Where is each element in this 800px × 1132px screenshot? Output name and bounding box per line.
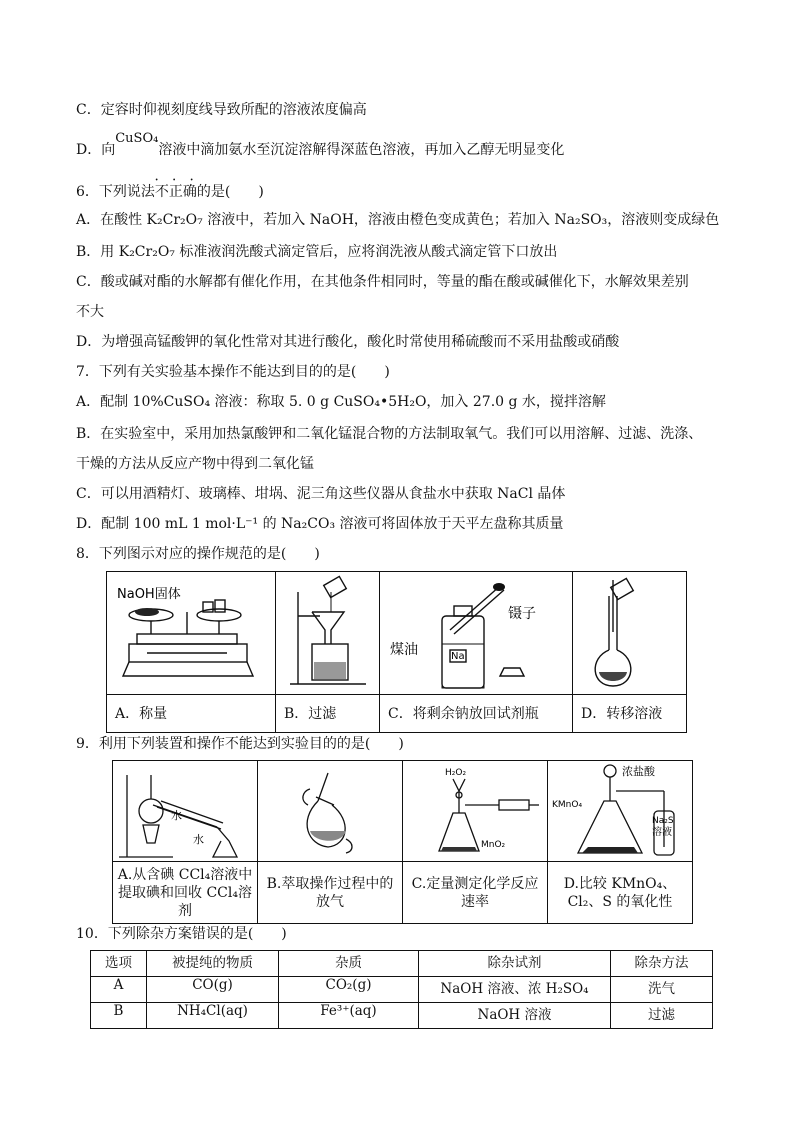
q9-caption-a (113, 862, 258, 924)
q7-stem: 7．下列有关实验基本操作不能达到目的的是( ) (76, 364, 390, 380)
q6-stem (76, 182, 264, 202)
kmno4-label: KMnO₄ (552, 800, 583, 810)
q10-header-impurity: 杂质 (279, 951, 419, 977)
q9-caption-d (548, 862, 693, 924)
figure-gas-syringe (403, 761, 548, 862)
figure-sodium-bottle (380, 572, 573, 695)
table-cell: A (91, 977, 147, 1003)
table-row (91, 1003, 713, 1029)
q9-caption-d-2: Cl₂、S 的氧化性 (567, 893, 673, 910)
q10-header-row (91, 951, 713, 977)
q9-caption-a-3: 剂 (178, 902, 192, 919)
q9-caption-c-2: 速率 (461, 893, 489, 910)
q10-header-option: 选项 (91, 951, 147, 977)
sodium-bottle-illustration (380, 572, 573, 694)
naoh-label: NaOH固体 (117, 587, 181, 602)
table-cell: CO(g) (147, 977, 279, 1003)
separatory-funnel-illustration (258, 761, 403, 861)
q5d-prefix: D．向 (76, 142, 116, 158)
balance-illustration (107, 572, 276, 694)
q8-caption-a: A．称量 (107, 695, 276, 733)
mno2-label: MnO₂ (481, 840, 506, 850)
q9-caption-b-2: 放气 (316, 893, 344, 910)
q8-caption-c: C．将剩余钠放回试剂瓶 (380, 695, 573, 733)
q6-option-b: B．用 K₂Cr₂O₇ 标准液润洗酸式滴定管后，应将润洗液从酸式滴定管下口放出 (76, 244, 558, 260)
q9-caption-b-1: B.萃取操作过程中的 (266, 875, 394, 892)
table-cell: 过滤 (611, 1003, 713, 1029)
figure-separatory-funnel (258, 761, 403, 862)
q6-stem-a: 6．下列说法 (76, 184, 155, 200)
q7-option-b-1: B．在实验室中，采用加热氯酸钾和二氧化锰混合物的方法制取氧气。我们可以用溶解、过滤、洗涤、 (76, 426, 703, 442)
q5d-formula: CuSO₄ (115, 131, 159, 146)
q6-option-d: D．为增强高锰酸钾的氧化性常对其进行酸化，酸化时常使用稀硫酸而不采用盐酸或硝酸 (76, 334, 620, 350)
h2o2-label: H₂O₂ (445, 768, 467, 778)
figure-filtration (276, 572, 380, 695)
table-row (91, 977, 713, 1003)
q9-caption-d-1: D.比较 KMnO₄、 (563, 875, 677, 892)
q5d-suffix: 溶液中滴加氨水至沉淀溶解得深蓝色溶液，再加入乙醇无明显变化 (158, 142, 565, 158)
sodium-label: Na (451, 651, 465, 662)
water-label-1: 水 (171, 809, 182, 822)
q9-figure-table (112, 760, 693, 924)
q9-caption-b (258, 862, 403, 924)
figure-distillation (113, 761, 258, 862)
volumetric-flask-illustration (573, 572, 687, 694)
q6-emphasis: • • • 不正确 (155, 182, 197, 202)
q6-stem-c: 的是( ) (196, 184, 264, 200)
q7-option-b-2: 干燥的方法从反应产物中得到二氧化锰 (76, 456, 314, 472)
conc-hcl-label: 浓盐酸 (622, 765, 655, 778)
q6-option-c-1: C．酸或碱对酯的水解都有催化作用，在其他条件相同时，等量的酯在酸或碱催化下，水解效果差别 (76, 274, 689, 290)
oxidizing-comparison-illustration (548, 761, 693, 861)
q10-header-reagent: 除杂试剂 (419, 951, 611, 977)
water-label-2: 水 (193, 833, 204, 846)
table-cell: Fe³⁺(aq) (279, 1003, 419, 1029)
q7-option-a: A．配制 10%CuSO₄ 溶液：称取 5. 0 g CuSO₄•5H₂O，加入 27.0 g 水，搅拌溶解 (76, 394, 606, 410)
q6-option-c-2: 不大 (76, 304, 104, 320)
table-cell: NH₄Cl(aq) (147, 1003, 279, 1029)
table-cell: B (91, 1003, 147, 1029)
filtration-illustration (276, 572, 380, 694)
q9-caption-c (403, 862, 548, 924)
figure-volumetric-flask (573, 572, 687, 695)
q7-option-c: C．可以用酒精灯、玻璃棒、坩埚、泥三角这些仪器从食盐水中获取 NaCl 晶体 (76, 486, 566, 502)
q9-stem: 9．利用下列装置和操作不能达到实验目的的是( ) (76, 736, 404, 752)
figure-balance (107, 572, 276, 695)
q8-caption-b: B．过滤 (276, 695, 380, 733)
distillation-illustration (113, 761, 258, 861)
q10-stem: 10．下列除杂方案错误的是( ) (76, 926, 287, 942)
table-cell: NaOH 溶液、浓 H₂SO₄ (419, 977, 611, 1003)
q5-option-d (76, 131, 565, 161)
q6-option-a: A．在酸性 K₂Cr₂O₇ 溶液中，若加入 NaOH，溶液由橙色变成黄色；若加入 Na₂SO₃，溶液则变成绿色 (76, 212, 720, 228)
q8-figure-table (106, 571, 687, 733)
q8-caption-d: D．转移溶液 (573, 695, 687, 733)
table-cell: NaOH 溶液 (419, 1003, 611, 1029)
q8-stem: 8．下列图示对应的操作规范的是( ) (76, 546, 320, 562)
tweezers-label: 镊子 (508, 606, 536, 622)
q7-option-d: D．配制 100 mL 1 mol·L⁻¹ 的 Na₂CO₃ 溶液可将固体放于天平左盘称其质量 (76, 516, 564, 532)
q10-header-substance: 被提纯的物质 (147, 951, 279, 977)
q5-option-c: C．定容时仰视刻度线导致所配的溶液浓度偏高 (76, 102, 367, 118)
figure-oxidizing-comparison (548, 761, 693, 862)
q9-caption-c-1: C.定量测定化学反应 (411, 875, 539, 892)
q9-caption-a-2: 提取碘和回收 CCl₄溶 (118, 884, 252, 901)
table-cell: CO₂(g) (279, 977, 419, 1003)
na2s-label: Na₂S (652, 816, 674, 826)
q9-caption-a-1: A.从含碘 CCl₄溶液中 (117, 866, 253, 883)
na2s-solution-label: 溶液 (652, 827, 672, 838)
table-cell: 洗气 (611, 977, 713, 1003)
q10-header-method: 除杂方法 (611, 951, 713, 977)
gas-syringe-illustration (403, 761, 548, 861)
q10-table (90, 950, 713, 1029)
kerosene-label: 煤油 (390, 642, 418, 658)
